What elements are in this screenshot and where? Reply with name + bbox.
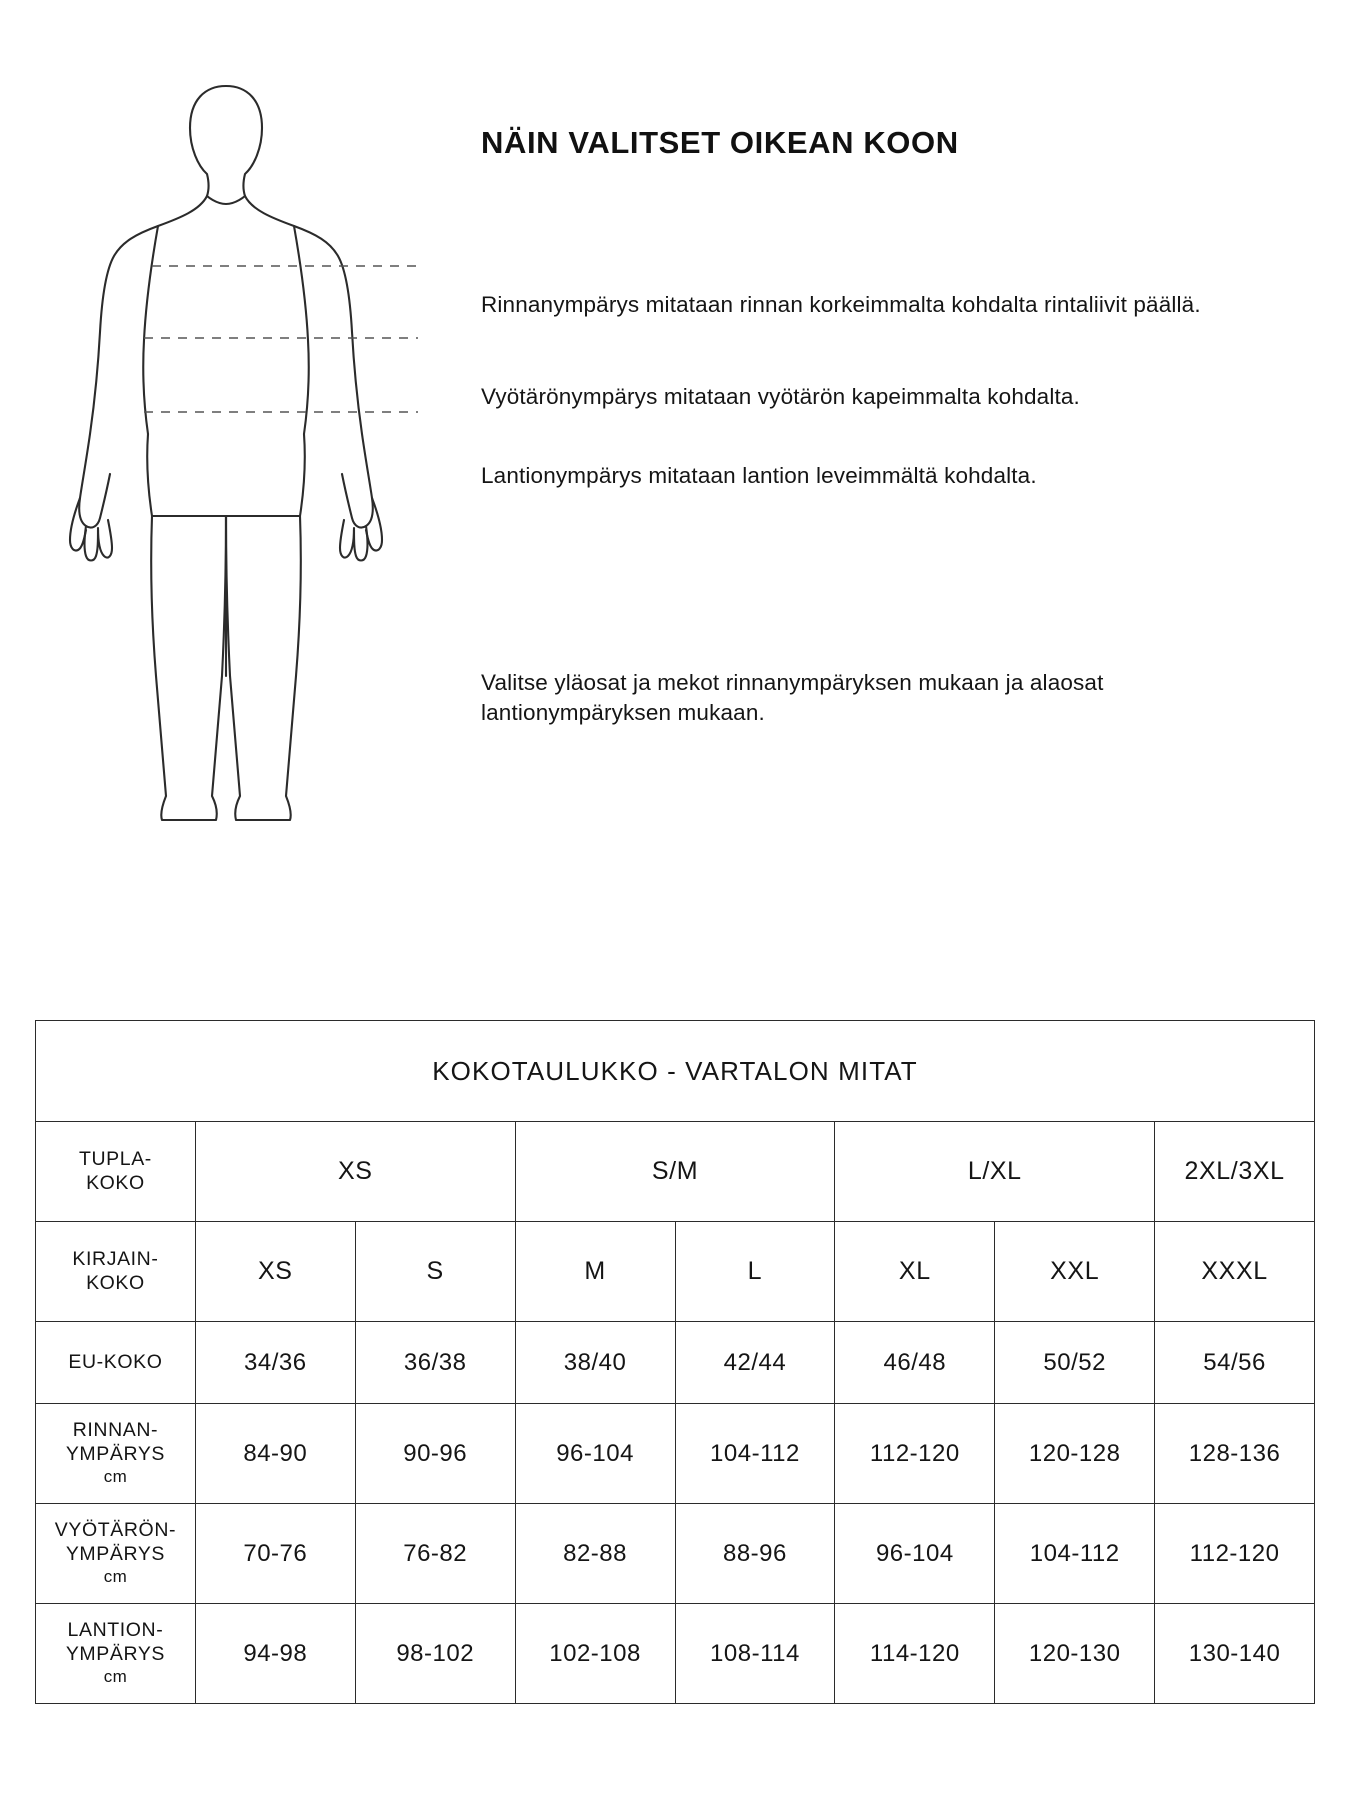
cell-eu-5: 46/48 — [835, 1322, 995, 1404]
body-figure — [40, 70, 420, 830]
cell-letter-2: S — [355, 1222, 515, 1322]
body-measurement-figure — [40, 70, 420, 830]
page-title: NÄIN VALITSET OIKEAN KOON — [481, 125, 959, 160]
cell-hip-4: 108-114 — [675, 1604, 835, 1704]
size-guide-top-section — [0, 0, 1350, 870]
cell-eu-2: 36/38 — [355, 1322, 515, 1404]
table-title-row — [36, 1021, 1315, 1122]
row-label-line1: RINNAN- — [72, 1419, 159, 1442]
cell-letter-4: L — [675, 1222, 835, 1322]
cell-chest-7: 128-136 — [1155, 1404, 1315, 1504]
cell-hip-6: 120-130 — [995, 1604, 1155, 1704]
row-label-line1: VYÖTÄRÖN- — [54, 1519, 177, 1542]
cell-letter-7: XXXL — [1155, 1222, 1315, 1322]
size-table-wrapper — [35, 1020, 1315, 1704]
cell-chest-2: 90-96 — [355, 1404, 515, 1504]
table-row-eu-size — [36, 1322, 1315, 1404]
cell-letter-6: XXL — [995, 1222, 1155, 1322]
cell-double-lxl: L/XL — [835, 1122, 1155, 1222]
row-label-line1: EU-KOKO — [68, 1350, 163, 1373]
cell-waist-5: 96-104 — [835, 1504, 995, 1604]
note-hip-measurement: Lantionympärys mitataan lantion leveimmältä kohdalta. — [481, 463, 1037, 488]
cell-chest-6: 120-128 — [995, 1404, 1155, 1504]
cell-double-2xl3xl: 2XL/3XL — [1155, 1122, 1315, 1222]
row-label-chest — [36, 1404, 196, 1504]
table-row-waist — [36, 1504, 1315, 1604]
table-row-double-size — [36, 1122, 1315, 1222]
row-label-line2: KOKO — [86, 1171, 145, 1194]
note-chest-measurement: Rinnanympärys mitataan rinnan korkeimmalta kohdalta rintaliivit päällä. — [481, 292, 1201, 317]
row-label-unit: cm — [103, 1666, 128, 1686]
note-how-to-pick-size: Valitse yläosat ja mekot rinnanympäryksen mukaan ja alaosat lantionympäryksen mukaan. — [481, 670, 1104, 725]
cell-waist-2: 76-82 — [355, 1504, 515, 1604]
table-title: KOKOTAULUKKO - VARTALON MITAT — [36, 1021, 1315, 1122]
row-label-line1: KIRJAIN- — [72, 1247, 159, 1270]
row-label-line1: TUPLA- — [78, 1147, 152, 1170]
cell-waist-7: 112-120 — [1155, 1504, 1315, 1604]
cell-letter-1: XS — [195, 1222, 355, 1322]
cell-chest-3: 96-104 — [515, 1404, 675, 1504]
cell-eu-3: 38/40 — [515, 1322, 675, 1404]
row-label-hip — [36, 1604, 196, 1704]
cell-letter-5: XL — [835, 1222, 995, 1322]
cell-waist-1: 70-76 — [195, 1504, 355, 1604]
cell-chest-5: 112-120 — [835, 1404, 995, 1504]
row-label-line2: YMPÄRYS — [65, 1643, 166, 1666]
row-label-eu-size — [36, 1322, 196, 1404]
cell-chest-1: 84-90 — [195, 1404, 355, 1504]
cell-double-sm: S/M — [515, 1122, 835, 1222]
table-row-hip — [36, 1604, 1315, 1704]
cell-chest-4: 104-112 — [675, 1404, 835, 1504]
row-label-line2: YMPÄRYS — [65, 1443, 166, 1466]
cell-hip-2: 98-102 — [355, 1604, 515, 1704]
cell-double-xs: XS — [195, 1122, 515, 1222]
cell-eu-1: 34/36 — [195, 1322, 355, 1404]
cell-waist-3: 82-88 — [515, 1504, 675, 1604]
note-waist-measurement: Vyötärönympärys mitataan vyötärön kapeimmalta kohdalta. — [481, 384, 1080, 409]
row-label-unit: cm — [103, 1566, 128, 1586]
cell-eu-6: 50/52 — [995, 1322, 1155, 1404]
row-label-unit: cm — [103, 1466, 128, 1486]
cell-hip-3: 102-108 — [515, 1604, 675, 1704]
row-label-double-size — [36, 1122, 196, 1222]
table-row-letter-size — [36, 1222, 1315, 1322]
cell-letter-3: M — [515, 1222, 675, 1322]
cell-waist-6: 104-112 — [995, 1504, 1155, 1604]
row-label-letter-size — [36, 1222, 196, 1322]
table-row-chest — [36, 1404, 1315, 1504]
cell-hip-5: 114-120 — [835, 1604, 995, 1704]
cell-hip-7: 130-140 — [1155, 1604, 1315, 1704]
cell-waist-4: 88-96 — [675, 1504, 835, 1604]
row-label-waist — [36, 1504, 196, 1604]
cell-eu-7: 54/56 — [1155, 1322, 1315, 1404]
cell-eu-4: 42/44 — [675, 1322, 835, 1404]
row-label-line2: YMPÄRYS — [65, 1543, 166, 1566]
row-label-line1: LANTION- — [67, 1619, 164, 1642]
row-label-line2: KOKO — [86, 1271, 145, 1294]
size-table — [35, 1020, 1315, 1704]
cell-hip-1: 94-98 — [195, 1604, 355, 1704]
